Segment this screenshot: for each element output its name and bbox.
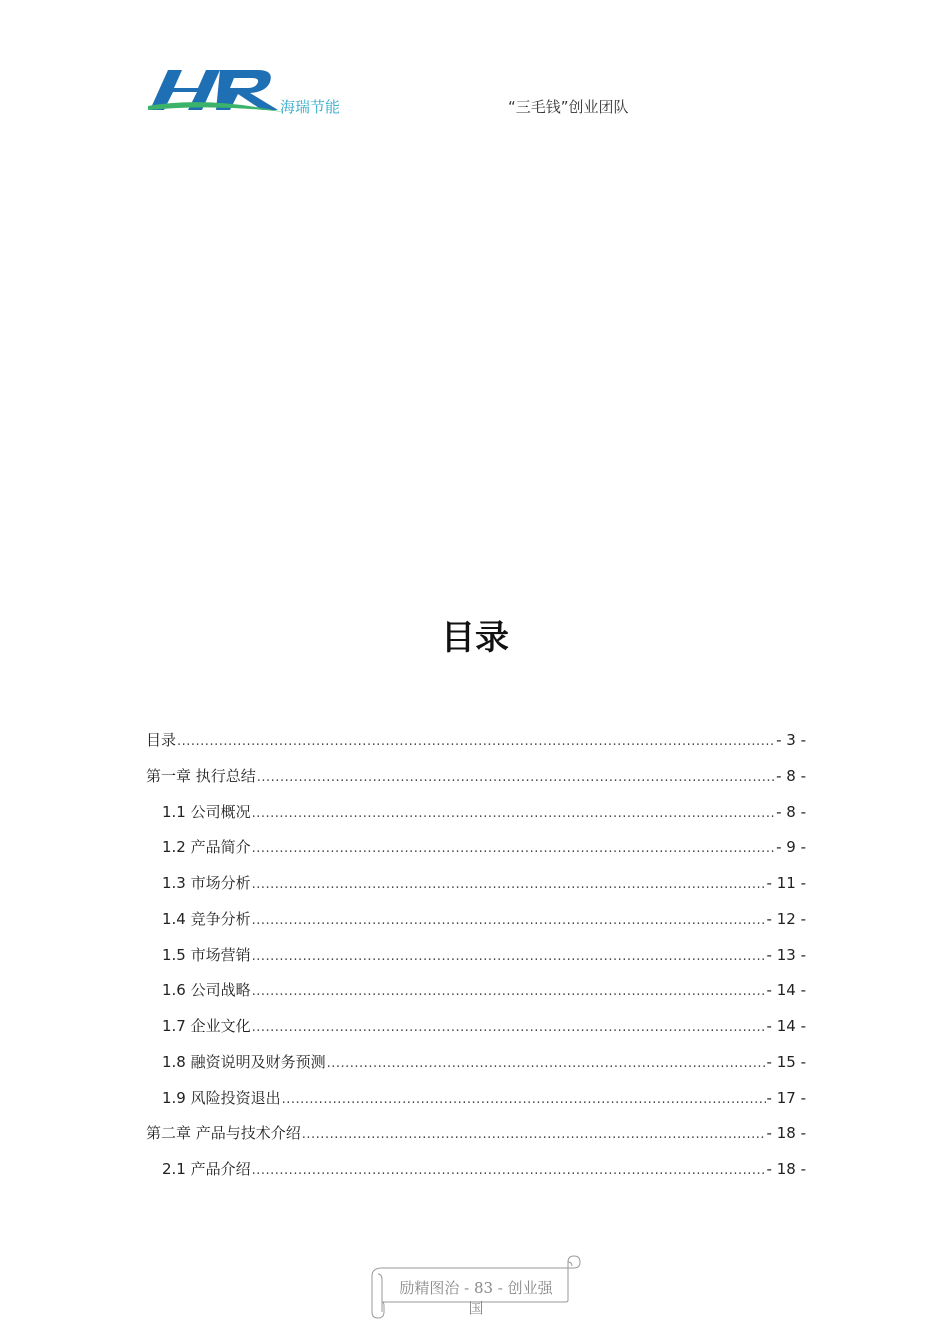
toc-leader-dots	[252, 1020, 766, 1035]
toc-entry-label: 1.1 公司概况	[162, 802, 251, 821]
toc-leader-dots	[252, 841, 775, 856]
toc-entry-page: - 11 -	[766, 874, 806, 892]
toc-entry[interactable]	[146, 1158, 806, 1194]
hr-logo-icon	[146, 66, 286, 116]
toc-entry-page: - 12 -	[766, 909, 806, 928]
toc-title: 目录	[441, 618, 509, 658]
toc-entry[interactable]	[146, 836, 806, 872]
toc-leader-dots	[302, 1127, 766, 1142]
toc-entry-label: 第二章 产品与技术介绍	[146, 1124, 301, 1143]
toc-entry-page: - 14 -	[766, 1017, 806, 1035]
toc-entry-label: 1.7 企业文化	[162, 1017, 251, 1035]
toc-entry-page: - 3 -	[776, 731, 806, 749]
toc-entry[interactable]	[146, 765, 806, 801]
toc-entry[interactable]	[146, 908, 806, 944]
toc-entry-page: - 13 -	[766, 945, 806, 964]
toc-leader-dots	[282, 1092, 766, 1107]
toc-entry-page: - 15 -	[766, 1052, 806, 1071]
toc-entry-page: - 14 -	[766, 981, 806, 1000]
toc-entry-page: - 9 -	[776, 838, 806, 857]
toc-entry-label: 1.2 产品简介	[162, 838, 251, 857]
toc-entry[interactable]	[146, 1015, 806, 1051]
toc-entry[interactable]	[146, 979, 806, 1015]
toc-leader-dots	[252, 806, 775, 821]
toc-leader-dots	[327, 1056, 766, 1071]
toc-entry[interactable]	[146, 944, 806, 980]
toc-entry[interactable]	[146, 801, 806, 837]
toc-entry-label: 2.1 产品介绍	[162, 1160, 251, 1178]
toc-entry[interactable]	[146, 1051, 806, 1087]
toc-entry-label: 1.3 市场分析	[162, 874, 251, 892]
toc-entry[interactable]	[146, 1122, 806, 1158]
toc-entry[interactable]	[146, 1087, 806, 1123]
toc-entry-label: 1.5 市场营销	[162, 945, 251, 964]
toc-entry-label: 第一章 执行总结	[146, 766, 256, 785]
toc-entry-label: 1.4 竞争分析	[162, 909, 251, 928]
toc-leader-dots	[252, 913, 766, 928]
brand-name: 海瑞节能	[280, 98, 341, 116]
toc-leader-dots	[252, 984, 766, 999]
toc-entry[interactable]	[146, 729, 806, 765]
toc-leader-dots	[252, 1163, 766, 1178]
footer-motto: 励精图治 - 83 - 创业强国	[399, 1279, 553, 1317]
toc-entry-label: 目录	[146, 731, 177, 749]
team-name: “三毛钱”创业团队	[508, 98, 629, 116]
table-of-contents	[146, 729, 806, 1194]
toc-entry-page: - 18 -	[766, 1124, 806, 1143]
toc-entry-label: 1.6 公司战略	[162, 981, 251, 1000]
toc-leader-dots	[257, 770, 775, 785]
toc-entry-page: - 8 -	[776, 766, 806, 785]
toc-entry-page: - 8 -	[776, 802, 806, 821]
toc-entry-label: 1.9 风险投资退出	[162, 1088, 281, 1107]
toc-leader-dots	[177, 734, 775, 749]
toc-entry-page: - 18 -	[766, 1160, 806, 1178]
toc-leader-dots	[252, 877, 766, 892]
toc-entry-label: 1.8 融资说明及财务预测	[162, 1052, 326, 1071]
toc-entry-page: - 17 -	[766, 1088, 806, 1107]
toc-leader-dots	[252, 949, 766, 964]
toc-entry[interactable]	[146, 872, 806, 908]
